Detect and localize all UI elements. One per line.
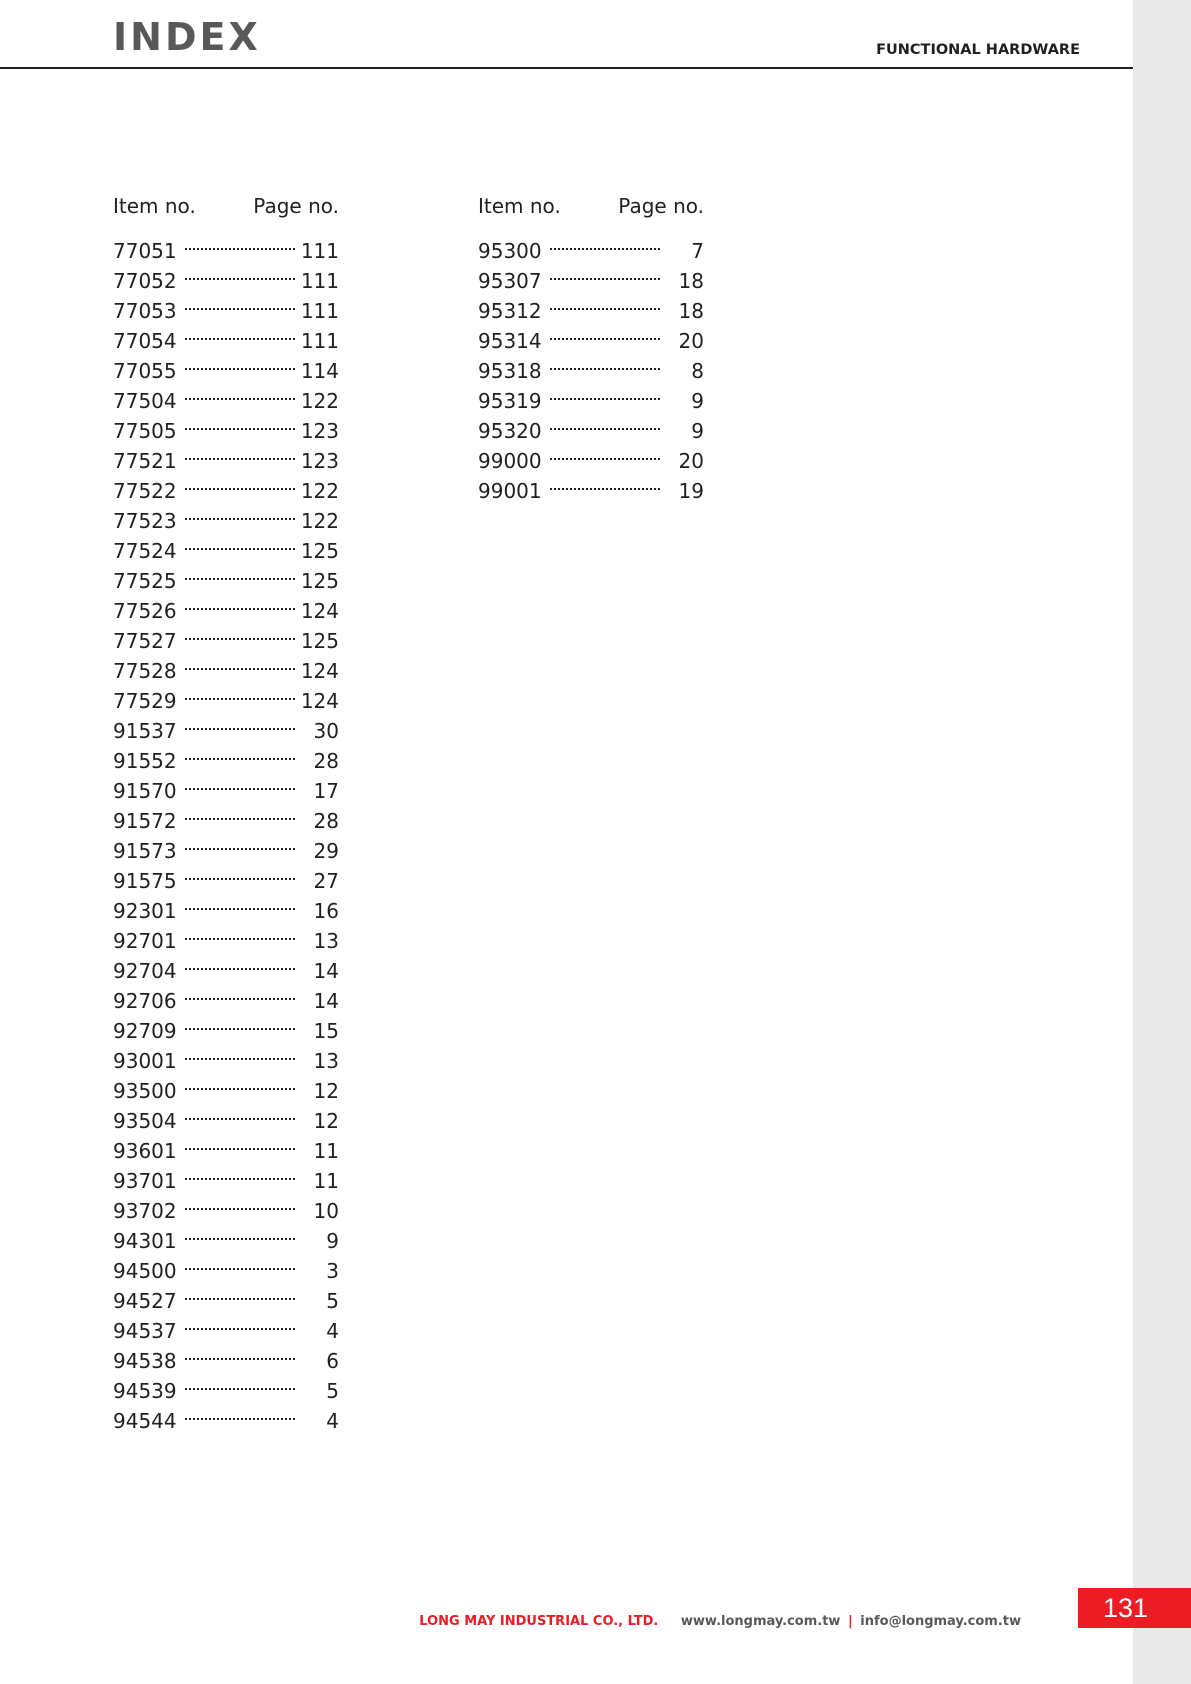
item-number: 95318 bbox=[478, 359, 542, 383]
item-number: 95319 bbox=[478, 389, 542, 413]
index-row bbox=[113, 1286, 339, 1316]
page-number: 4 bbox=[326, 1319, 339, 1343]
page-number: 18 bbox=[678, 269, 704, 293]
dot-leader bbox=[550, 476, 660, 506]
item-number: 95307 bbox=[478, 269, 542, 293]
item-number: 92301 bbox=[113, 899, 177, 923]
item-number: 91537 bbox=[113, 719, 177, 743]
index-column-2 bbox=[478, 190, 704, 506]
page-number: 28 bbox=[313, 749, 339, 773]
page-number: 11 bbox=[313, 1169, 339, 1193]
index-row bbox=[478, 356, 704, 386]
page-number: 111 bbox=[300, 239, 339, 263]
item-number: 94539 bbox=[113, 1379, 177, 1403]
dot-leader bbox=[185, 1136, 295, 1166]
page-title: INDEX bbox=[113, 15, 261, 59]
item-number: 94544 bbox=[113, 1409, 177, 1433]
dot-leader bbox=[185, 416, 295, 446]
email-link[interactable]: info@longmay.com.tw bbox=[860, 1614, 1021, 1629]
page-number: 5 bbox=[326, 1379, 339, 1403]
dot-leader bbox=[185, 716, 295, 746]
index-row bbox=[113, 1256, 339, 1286]
page-number: 5 bbox=[326, 1289, 339, 1313]
item-number: 77051 bbox=[113, 239, 177, 263]
item-number: 77528 bbox=[113, 659, 177, 683]
dot-leader bbox=[185, 776, 295, 806]
item-number: 77527 bbox=[113, 629, 177, 653]
page-number: 17 bbox=[313, 779, 339, 803]
dot-leader bbox=[185, 1256, 295, 1286]
item-number: 95320 bbox=[478, 419, 542, 443]
index-row bbox=[113, 266, 339, 296]
page-number: 12 bbox=[313, 1109, 339, 1133]
page-number: 122 bbox=[300, 509, 339, 533]
footer bbox=[0, 1614, 1021, 1629]
dot-leader bbox=[185, 866, 295, 896]
page-number: 19 bbox=[678, 479, 704, 503]
index-row bbox=[478, 386, 704, 416]
page-number: 20 bbox=[678, 329, 704, 353]
dot-leader bbox=[550, 236, 660, 266]
page-number: 123 bbox=[300, 449, 339, 473]
page-number-badge: 131 bbox=[1078, 1588, 1191, 1628]
page-number: 4 bbox=[326, 1409, 339, 1433]
index-row bbox=[113, 836, 339, 866]
index-row bbox=[113, 866, 339, 896]
item-no-header: Item no. bbox=[113, 194, 196, 218]
item-number: 92709 bbox=[113, 1019, 177, 1043]
dot-leader bbox=[185, 806, 295, 836]
index-rows bbox=[478, 236, 704, 506]
dot-leader bbox=[550, 266, 660, 296]
item-number: 77521 bbox=[113, 449, 177, 473]
index-row bbox=[113, 326, 339, 356]
dot-leader bbox=[185, 986, 295, 1016]
dot-leader bbox=[185, 536, 295, 566]
index-row bbox=[113, 1166, 339, 1196]
page-number: 9 bbox=[691, 419, 704, 443]
page-number: 3 bbox=[326, 1259, 339, 1283]
index-rows bbox=[113, 236, 339, 1436]
index-row bbox=[113, 1346, 339, 1376]
index-row bbox=[113, 1136, 339, 1166]
index-row bbox=[113, 386, 339, 416]
page-number: 29 bbox=[313, 839, 339, 863]
item-number: 91570 bbox=[113, 779, 177, 803]
item-number: 91575 bbox=[113, 869, 177, 893]
website-link[interactable]: www.longmay.com.tw bbox=[680, 1614, 841, 1629]
index-row bbox=[113, 956, 339, 986]
page-number: 125 bbox=[300, 539, 339, 563]
item-number: 92706 bbox=[113, 989, 177, 1013]
index-row bbox=[113, 686, 339, 716]
page-no-header: Page no. bbox=[253, 194, 339, 218]
index-row bbox=[478, 296, 704, 326]
index-row bbox=[478, 446, 704, 476]
item-number: 77524 bbox=[113, 539, 177, 563]
item-number: 77504 bbox=[113, 389, 177, 413]
dot-leader bbox=[185, 1226, 295, 1256]
item-number: 93500 bbox=[113, 1079, 177, 1103]
page-number: 28 bbox=[313, 809, 339, 833]
dot-leader bbox=[185, 686, 295, 716]
item-number: 77525 bbox=[113, 569, 177, 593]
page-number: 27 bbox=[313, 869, 339, 893]
page-number: 6 bbox=[326, 1349, 339, 1373]
item-number: 77054 bbox=[113, 329, 177, 353]
page-number: 9 bbox=[691, 389, 704, 413]
index-row bbox=[478, 416, 704, 446]
item-no-header: Item no. bbox=[478, 194, 561, 218]
item-number: 92704 bbox=[113, 959, 177, 983]
index-row bbox=[113, 506, 339, 536]
dot-leader bbox=[185, 1346, 295, 1376]
dot-leader bbox=[185, 506, 295, 536]
column-header bbox=[113, 190, 339, 222]
dot-leader bbox=[185, 926, 295, 956]
item-number: 93701 bbox=[113, 1169, 177, 1193]
index-row bbox=[113, 1196, 339, 1226]
item-number: 94527 bbox=[113, 1289, 177, 1313]
index-row bbox=[113, 476, 339, 506]
index-row bbox=[113, 566, 339, 596]
dot-leader bbox=[550, 446, 660, 476]
page-number: 125 bbox=[300, 569, 339, 593]
page-number: 14 bbox=[313, 959, 339, 983]
company-name: LONG MAY INDUSTRIAL CO., LTD. bbox=[419, 1614, 659, 1629]
index-column-1 bbox=[113, 190, 339, 1436]
page-number: 111 bbox=[300, 299, 339, 323]
dot-leader bbox=[185, 896, 295, 926]
dot-leader bbox=[185, 326, 295, 356]
index-row bbox=[113, 626, 339, 656]
page-number: 124 bbox=[300, 659, 339, 683]
page-number: 9 bbox=[326, 1229, 339, 1253]
item-number: 77523 bbox=[113, 509, 177, 533]
header-divider bbox=[0, 67, 1133, 69]
page-number: 13 bbox=[313, 1049, 339, 1073]
page-number: 111 bbox=[300, 269, 339, 293]
index-row bbox=[113, 926, 339, 956]
dot-leader bbox=[185, 1196, 295, 1226]
item-number: 94301 bbox=[113, 1229, 177, 1253]
index-row bbox=[113, 716, 339, 746]
page-number: 122 bbox=[300, 479, 339, 503]
dot-leader bbox=[185, 446, 295, 476]
page-no-header: Page no. bbox=[618, 194, 704, 218]
item-number: 92701 bbox=[113, 929, 177, 953]
dot-leader bbox=[185, 266, 295, 296]
dot-leader bbox=[185, 1166, 295, 1196]
index-row bbox=[113, 746, 339, 776]
index-row bbox=[113, 536, 339, 566]
item-number: 91573 bbox=[113, 839, 177, 863]
index-row bbox=[113, 656, 339, 686]
index-row bbox=[113, 1226, 339, 1256]
index-row bbox=[113, 1016, 339, 1046]
item-number: 91572 bbox=[113, 809, 177, 833]
page-number: 12 bbox=[313, 1079, 339, 1103]
dot-leader bbox=[185, 1316, 295, 1346]
item-number: 95314 bbox=[478, 329, 542, 353]
item-number: 99001 bbox=[478, 479, 542, 503]
dot-leader bbox=[550, 356, 660, 386]
dot-leader bbox=[185, 746, 295, 776]
page-number: 124 bbox=[300, 599, 339, 623]
index-row bbox=[478, 326, 704, 356]
dot-leader bbox=[185, 1016, 295, 1046]
dot-leader bbox=[185, 1046, 295, 1076]
dot-leader bbox=[185, 596, 295, 626]
dot-leader bbox=[185, 1076, 295, 1106]
dot-leader bbox=[550, 416, 660, 446]
page-number: 7 bbox=[691, 239, 704, 263]
index-row bbox=[113, 1106, 339, 1136]
item-number: 77526 bbox=[113, 599, 177, 623]
dot-leader bbox=[185, 386, 295, 416]
index-row bbox=[113, 1376, 339, 1406]
item-number: 91552 bbox=[113, 749, 177, 773]
section-label: FUNCTIONAL HARDWARE bbox=[876, 42, 1080, 58]
item-number: 93001 bbox=[113, 1049, 177, 1073]
item-number: 94500 bbox=[113, 1259, 177, 1283]
page-number: 10 bbox=[313, 1199, 339, 1223]
index-row bbox=[478, 476, 704, 506]
item-number: 95300 bbox=[478, 239, 542, 263]
index-row bbox=[113, 446, 339, 476]
index-row bbox=[478, 266, 704, 296]
column-header bbox=[478, 190, 704, 222]
index-row bbox=[113, 1076, 339, 1106]
footer-separator: | bbox=[847, 1614, 853, 1629]
dot-leader bbox=[185, 956, 295, 986]
dot-leader bbox=[185, 1286, 295, 1316]
page-number: 13 bbox=[313, 929, 339, 953]
page-number: 8 bbox=[691, 359, 704, 383]
dot-leader bbox=[185, 626, 295, 656]
item-number: 93702 bbox=[113, 1199, 177, 1223]
item-number: 77055 bbox=[113, 359, 177, 383]
page-number: 30 bbox=[313, 719, 339, 743]
item-number: 77522 bbox=[113, 479, 177, 503]
page-number: 114 bbox=[300, 359, 339, 383]
dot-leader bbox=[185, 656, 295, 686]
index-row bbox=[113, 806, 339, 836]
item-number: 77052 bbox=[113, 269, 177, 293]
index-row bbox=[113, 1046, 339, 1076]
item-number: 94537 bbox=[113, 1319, 177, 1343]
dot-leader bbox=[185, 1106, 295, 1136]
index-row bbox=[113, 356, 339, 386]
dot-leader bbox=[185, 566, 295, 596]
dot-leader bbox=[185, 1376, 295, 1406]
index-row bbox=[113, 416, 339, 446]
dot-leader bbox=[185, 236, 295, 266]
page-number: 123 bbox=[300, 419, 339, 443]
side-margin-strip bbox=[1133, 0, 1191, 1684]
dot-leader bbox=[185, 476, 295, 506]
page-number: 125 bbox=[300, 629, 339, 653]
dot-leader bbox=[185, 296, 295, 326]
index-row bbox=[113, 986, 339, 1016]
dot-leader bbox=[550, 386, 660, 416]
item-number: 94538 bbox=[113, 1349, 177, 1373]
page-number: 122 bbox=[300, 389, 339, 413]
page-number: 16 bbox=[313, 899, 339, 923]
page-number: 18 bbox=[678, 299, 704, 323]
index-row bbox=[113, 1406, 339, 1436]
item-number: 93601 bbox=[113, 1139, 177, 1163]
index-row bbox=[113, 896, 339, 926]
item-number: 77529 bbox=[113, 689, 177, 713]
index-row bbox=[113, 236, 339, 266]
dot-leader bbox=[185, 836, 295, 866]
item-number: 77505 bbox=[113, 419, 177, 443]
page-number: 20 bbox=[678, 449, 704, 473]
index-row bbox=[113, 776, 339, 806]
index-row bbox=[113, 596, 339, 626]
dot-leader bbox=[185, 1406, 295, 1436]
index-row bbox=[113, 1316, 339, 1346]
dot-leader bbox=[550, 326, 660, 356]
item-number: 95312 bbox=[478, 299, 542, 323]
item-number: 93504 bbox=[113, 1109, 177, 1133]
dot-leader bbox=[185, 356, 295, 386]
page-number: 14 bbox=[313, 989, 339, 1013]
page-number: 124 bbox=[300, 689, 339, 713]
page-number: 15 bbox=[313, 1019, 339, 1043]
index-row bbox=[478, 236, 704, 266]
item-number: 77053 bbox=[113, 299, 177, 323]
dot-leader bbox=[550, 296, 660, 326]
page-number: 111 bbox=[300, 329, 339, 353]
page-number: 11 bbox=[313, 1139, 339, 1163]
index-row bbox=[113, 296, 339, 326]
item-number: 99000 bbox=[478, 449, 542, 473]
